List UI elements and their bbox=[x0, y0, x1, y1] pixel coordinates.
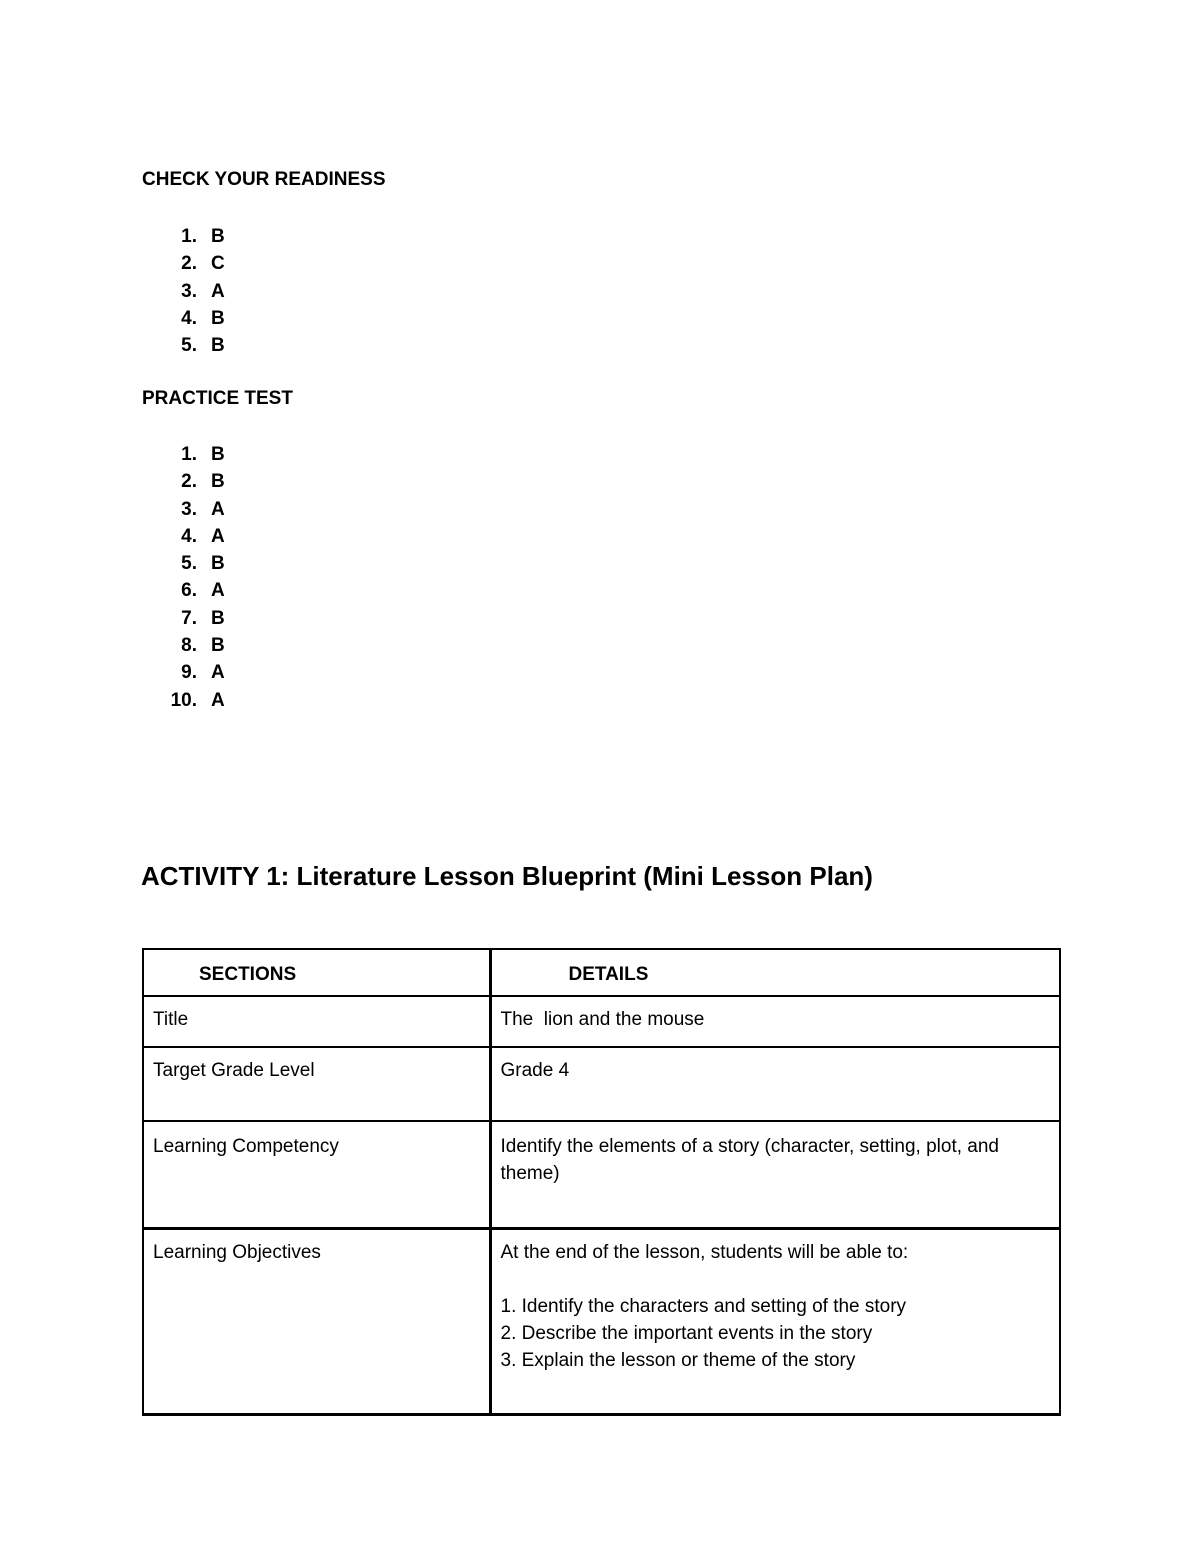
objectives-intro: At the end of the lesson, students will be able to: bbox=[500, 1242, 909, 1263]
answer-letter: A bbox=[211, 525, 225, 547]
answer-number: 1. bbox=[181, 226, 197, 247]
practice-test-heading: PRACTICE TEST bbox=[142, 388, 293, 409]
answer-letter: B bbox=[211, 444, 225, 465]
answer-letter: A bbox=[211, 498, 225, 520]
section-cell: Learning Competency bbox=[143, 1121, 490, 1229]
objective-item: 3. Explain the lesson or theme of the story bbox=[500, 1350, 856, 1371]
answer-letter: B bbox=[211, 635, 225, 657]
table-row bbox=[143, 1047, 1060, 1121]
section-cell: Learning Objectives bbox=[143, 1229, 490, 1415]
answer-letter: B bbox=[211, 335, 225, 357]
answer-number: 4. bbox=[181, 525, 197, 547]
answer-letter: C bbox=[211, 253, 225, 275]
lesson-blueprint-table bbox=[142, 948, 1061, 1416]
answer-number: 8. bbox=[181, 635, 197, 657]
answer-letter: B bbox=[211, 471, 225, 493]
detail-cell: The lion and the mouse bbox=[490, 996, 1060, 1047]
table-row bbox=[143, 1121, 1060, 1229]
activity-title: ACTIVITY 1: Literature Lesson Blueprint (Mini Lesson Plan) bbox=[141, 861, 873, 891]
objectives-list bbox=[501, 1293, 1052, 1374]
check-readiness-heading: CHECK YOUR READINESS bbox=[142, 169, 386, 190]
answer-letter: A bbox=[211, 580, 225, 602]
answer-letter: B bbox=[211, 607, 225, 629]
answer-number: 5. bbox=[181, 553, 197, 575]
column-header-sections: SECTIONS bbox=[143, 949, 490, 996]
table-row bbox=[143, 1229, 1060, 1415]
section-cell: Title bbox=[143, 996, 490, 1047]
answer-number: 7. bbox=[181, 607, 197, 629]
answer-number: 5. bbox=[181, 335, 197, 357]
answer-number: 9. bbox=[181, 662, 197, 684]
answer-letter: A bbox=[211, 662, 225, 684]
section-cell: Target Grade Level bbox=[143, 1047, 490, 1121]
answer-number: 4. bbox=[181, 307, 197, 329]
answer-number: 2. bbox=[181, 253, 197, 275]
table-header-row bbox=[143, 949, 1060, 996]
detail-cell: Grade 4 bbox=[490, 1047, 1060, 1121]
detail-cell bbox=[490, 1229, 1060, 1415]
answer-letter: A bbox=[211, 280, 225, 302]
answer-letter: A bbox=[211, 689, 225, 711]
answer-number: 1. bbox=[181, 444, 197, 465]
answer-number: 3. bbox=[181, 280, 197, 302]
column-header-details: DETAILS bbox=[490, 949, 1060, 996]
answer-number: 10. bbox=[170, 689, 197, 711]
objective-item: 1. Identify the characters and setting of the story bbox=[500, 1296, 907, 1317]
answer-number: 3. bbox=[181, 498, 197, 520]
table-row bbox=[143, 996, 1060, 1047]
answer-number: 6. bbox=[181, 580, 197, 602]
answer-number: 2. bbox=[181, 471, 197, 493]
answer-letter: B bbox=[211, 226, 225, 247]
answer-letter: B bbox=[211, 307, 225, 329]
detail-cell: Identify the elements of a story (character, setting, plot, and theme) bbox=[490, 1121, 1060, 1229]
objective-item: 2. Describe the important events in the story bbox=[500, 1323, 873, 1344]
answer-letter: B bbox=[211, 553, 225, 575]
